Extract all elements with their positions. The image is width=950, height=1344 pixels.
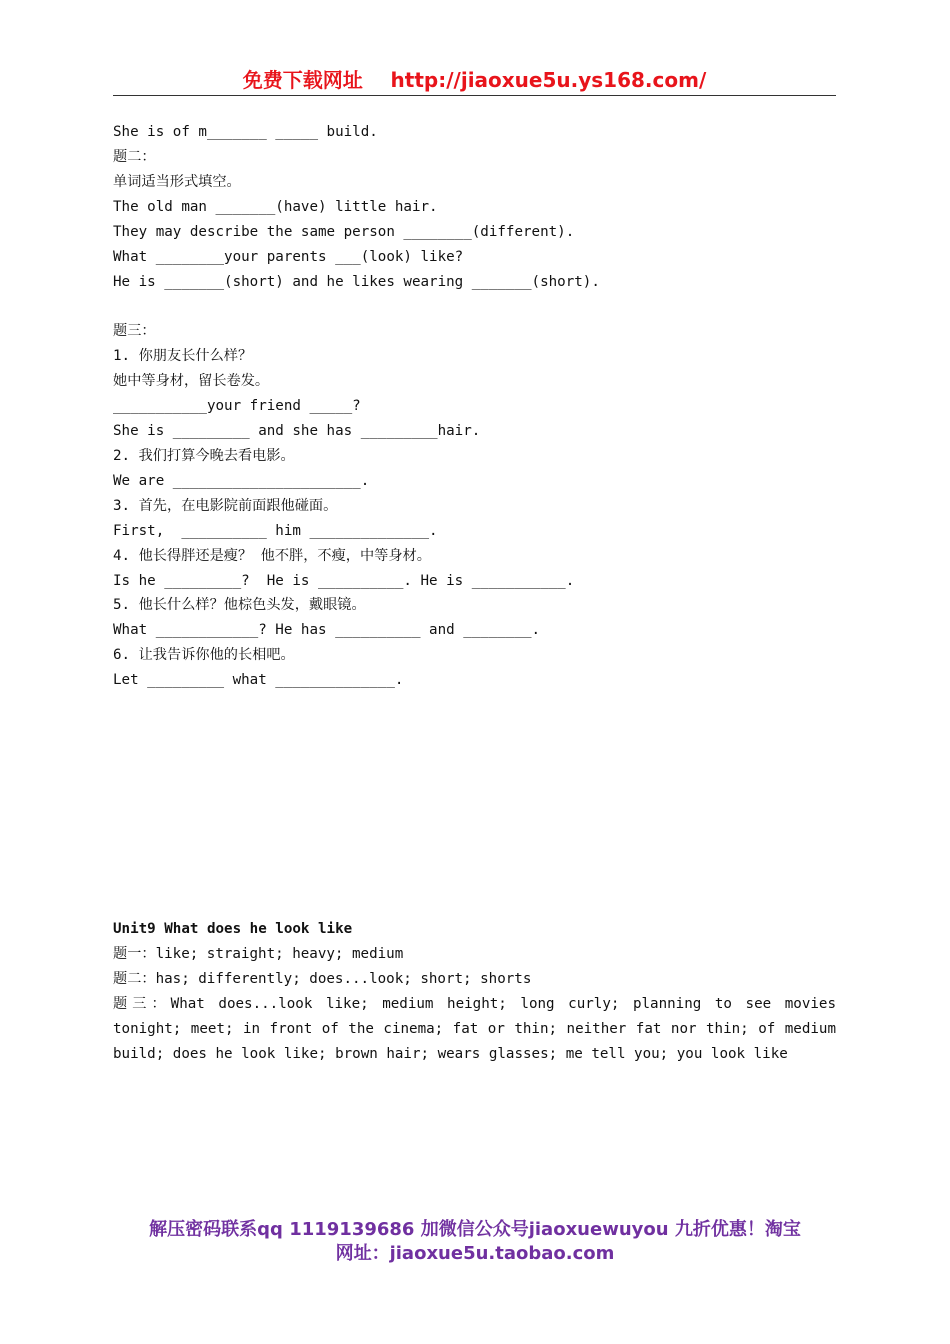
text-line: 2. 我们打算今晚去看电影。 [113, 448, 295, 464]
text-line: She is _________ and she has _________hair. [113, 423, 481, 439]
section-heading: 题二： [113, 149, 156, 165]
footer-line-2: 网址：jiaoxue5u.taobao.com [335, 1243, 615, 1264]
answer-q3: 题三：What does...look like; medium height; long curly; planning to see movies tonight; meet; in front of the cinema; fat or thin; neither fat nor thin; of medium build; does he look like; brown hair; wears glasses; me tell you; you look like [113, 996, 836, 1062]
text-line: Let _________ what ______________. [113, 672, 404, 688]
text-line: 5. 他长什么样？他棕色头发，戴眼镜。 [113, 597, 366, 613]
page-footer [100, 1218, 850, 1266]
page-header: 免费下载网址 http://jiaoxue5u.ys168.com/ [113, 66, 836, 96]
text-line: ___________your friend _____? [113, 398, 361, 414]
text-line: What ________your parents ___(look) like? [113, 249, 464, 265]
footer-line-1: 解压密码联系qq 1119139686 加微信公众号jiaoxuewuyou 九折优惠！淘宝 [149, 1219, 801, 1240]
text-line: 3. 首先，在电影院前面跟他碰面。 [113, 498, 338, 514]
text-line: Is he _________? He is __________. He is ___________. [113, 573, 575, 589]
text-line: They may describe the same person ________(different). [113, 224, 575, 240]
text-line: 4. 他长得胖还是瘦？ 他不胖，不瘦，中等身材。 [113, 548, 431, 564]
text-line: First, __________ him ______________. [113, 523, 438, 539]
answers-title: Unit9 What does he look like [113, 921, 353, 937]
answer-q1: 题一：like; straight; heavy; medium [113, 946, 404, 962]
text-line: She is of m_______ _____ build. [113, 124, 378, 140]
section-heading: 题三： [113, 323, 156, 339]
text-line: We are ______________________. [113, 473, 370, 489]
text-line: 6. 让我告诉你他的长相吧。 [113, 647, 295, 663]
text-line: 她中等身材，留长卷发。 [113, 373, 270, 389]
answer-q2: 题二：has; differently; does...look; short; shorts [113, 971, 532, 987]
text-line: What ____________? He has __________ and ________. [113, 622, 541, 638]
instruction: 单词适当形式填空。 [113, 174, 241, 190]
text-line: The old man _______(have) little hair. [113, 199, 438, 215]
text-line: 1. 你朋友长什么样？ [113, 348, 253, 364]
text-line: He is _______(short) and he likes wearing _______(short). [113, 274, 600, 290]
